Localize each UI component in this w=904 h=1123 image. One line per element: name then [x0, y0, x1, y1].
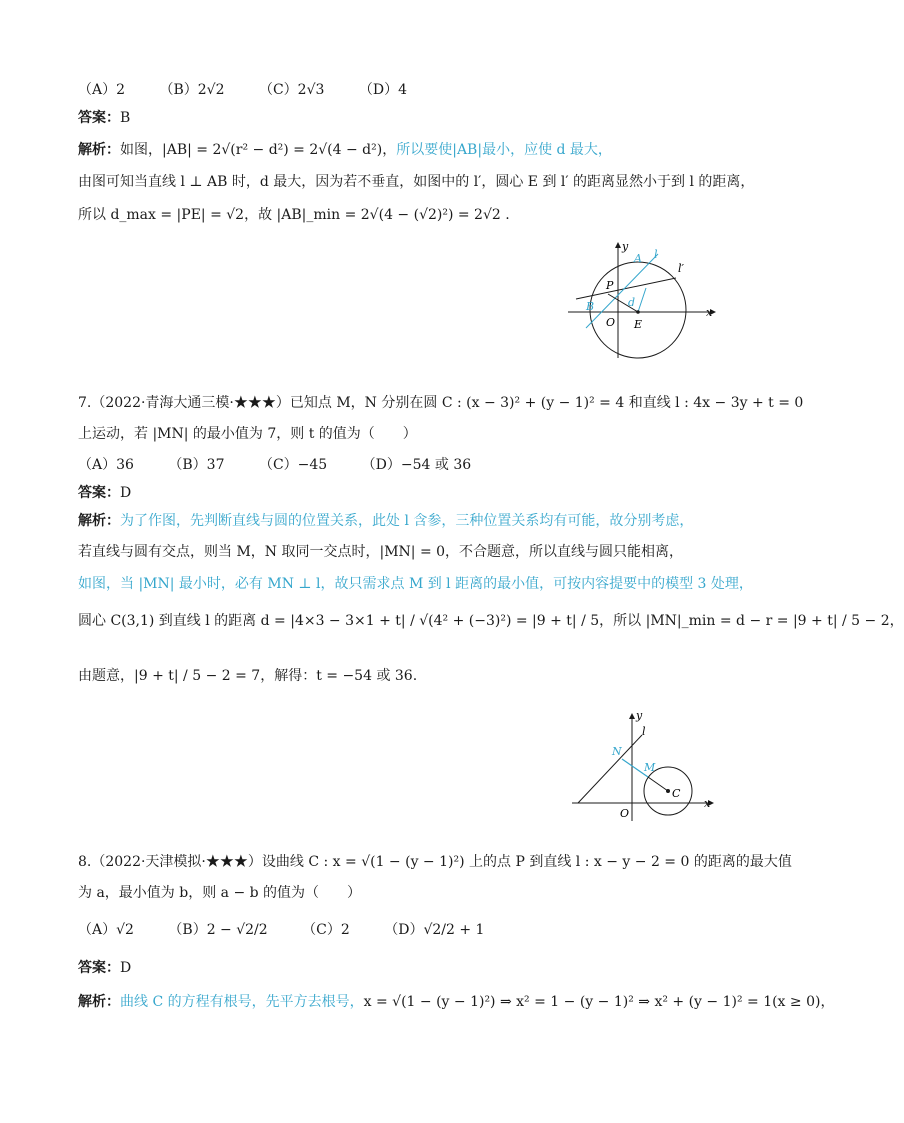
analysis-line-1 — [78, 140, 612, 160]
option-a: （A）2 — [78, 82, 126, 98]
analysis-line-3: 所以 d_max = |PE| = √2，故 |AB|_min = 2√(4 − (√2)²) = 2√2 . — [78, 207, 510, 223]
label-d: d — [628, 296, 636, 309]
q7-analysis-3: 如图，当 |MN| 最小时，必有 MN ⊥ l，故只需求点 M 到 l 距离的最小值，可按内容提要中的模型 3 处理， — [78, 576, 753, 592]
q8-answer — [78, 958, 131, 978]
label-b: B — [586, 300, 595, 313]
label-o: O — [606, 316, 616, 329]
perpendicular-d — [638, 288, 646, 312]
q7-stem-1: 7.（2022·青海大通三模·★★★）已知点 M，N 分别在圆 C : (x − 3)² + (y − 1)² = 4 和直线 l : 4x − 3y + t = 0 — [78, 395, 804, 411]
q8-analysis-label: 解析： — [78, 994, 120, 1010]
q8-answer-label: 答案： — [78, 960, 120, 976]
analysis-text: 如图，|AB| = 2√(r² − d²) = 2√(4 − d²)， — [120, 142, 397, 158]
q7-answer-value: D — [120, 485, 132, 501]
answer-line — [78, 108, 130, 128]
option-b: （B）2√2 — [159, 82, 225, 98]
point-e — [636, 310, 640, 314]
label-p: P — [606, 279, 614, 292]
line-circle-figure — [566, 705, 716, 825]
option-d: （D）4 — [358, 82, 408, 98]
q7-stem-2: 上运动，若 |MN| 的最小值为 7，则 t 的值为（ ） — [78, 426, 417, 442]
label-x: x — [704, 797, 711, 810]
label-n: N — [612, 745, 622, 758]
q7-answer-label: 答案： — [78, 485, 120, 501]
label-l: l — [642, 725, 646, 738]
radius-cm — [648, 777, 668, 791]
q7-answer — [78, 483, 131, 503]
analysis-label: 解析： — [78, 142, 120, 158]
label-a: A — [634, 252, 642, 265]
label-c: C — [672, 787, 681, 800]
line-l-prime — [576, 278, 676, 299]
y-axis-arrow — [629, 713, 635, 719]
q7-options — [78, 455, 501, 475]
q8-option-b: （B）2 − √2/2 — [168, 922, 268, 938]
q7-option-c: （C）−45 — [258, 457, 328, 473]
q7-analysis-4: 圆心 C(3,1) 到直线 l 的距离 d = |4×3 − 3×1 + t| / √(4² + (−3)²) = |9 + t| / 5，所以 |MN|_min = d − r = |9 + t| / 5 − 2， — [78, 613, 904, 629]
q7-analysis-5: 由题意，|9 + t| / 5 − 2 = 7，解得：t = −54 或 36. — [78, 668, 418, 684]
answer-value: B — [120, 110, 131, 126]
q8-options — [78, 920, 514, 940]
q7-analysis-hint: 为了作图，先判断直线与圆的位置关系，此处 l 含参，三种位置关系均有可能，故分别考虑， — [120, 513, 694, 529]
label-y: y — [636, 709, 643, 722]
q7-option-d: （D）−54 或 36 — [361, 457, 472, 473]
q8-stem-2: 为 a，最小值为 b，则 a − b 的值为（ ） — [78, 885, 362, 901]
q8-analysis-1 — [78, 992, 834, 1012]
answer-label: 答案： — [78, 110, 120, 126]
q8-answer-value: D — [120, 960, 132, 976]
q7-option-b: （B）37 — [168, 457, 225, 473]
circle — [590, 262, 686, 358]
label-l-prime: l′ — [678, 262, 685, 275]
q8-option-a: （A）√2 — [78, 922, 134, 938]
label-l: l — [654, 248, 658, 261]
option-c: （C）2√3 — [258, 82, 325, 98]
q8-analysis-text: x = √(1 − (y − 1)²) ⇒ x² = 1 − (y − 1)² ⇒ x² + (y − 1)² = 1(x ≥ 0)， — [363, 994, 835, 1010]
label-o: O — [620, 807, 630, 820]
label-m: M — [644, 761, 656, 774]
analysis-line-2: 由图可知当直线 l ⊥ AB 时，d 最大，因为若不垂直，如图中的 l′，圆心 E 到 l′ 的距离显然小于到 l 的距离， — [78, 174, 755, 190]
options-row — [78, 80, 437, 100]
analysis-hint: 所以要使|AB|最小，应使 d 最大， — [396, 142, 612, 158]
q8-option-c: （C）2 — [302, 922, 350, 938]
circle-chord-figure — [568, 236, 718, 366]
label-y: y — [622, 240, 629, 253]
y-axis-arrow — [615, 242, 621, 248]
q7-analysis-2: 若直线与圆有交点，则当 M，N 取同一交点时，|MN| = 0，不合题意，所以直线与圆只能相离， — [78, 544, 684, 560]
q7-option-a: （A）36 — [78, 457, 134, 473]
q8-option-d: （D）√2/2 + 1 — [384, 922, 485, 938]
q8-analysis-hint: 曲线 C 的方程有根号，先平方去根号， — [120, 994, 364, 1010]
q7-analysis-label: 解析： — [78, 513, 120, 529]
label-x: x — [706, 306, 713, 319]
q8-stem-1: 8.（2022·天津模拟·★★★）设曲线 C : x = √(1 − (y − 1)²) 上的点 P 到直线 l : x − y − 2 = 0 的距离的最大值 — [78, 854, 792, 870]
q7-analysis-1 — [78, 511, 693, 531]
label-e: E — [634, 318, 643, 331]
